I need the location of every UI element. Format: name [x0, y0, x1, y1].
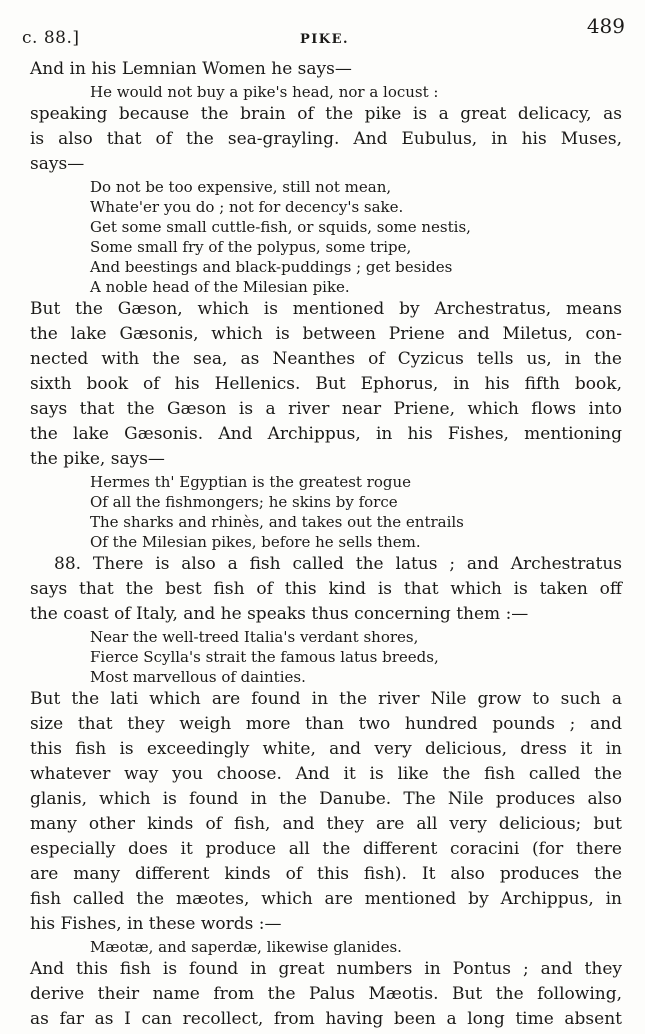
text-line: 88. There is also a fish called the latus ; and Archestratus — [54, 554, 622, 574]
text-line: speaking because the brain of the pike is a great delicacy, as — [30, 104, 622, 124]
text-line: are many different kinds of this fish). It also produces the — [30, 864, 622, 884]
verse-line: Do not be too expensive, still not mean, — [90, 178, 392, 196]
paragraph — [30, 552, 622, 627]
paragraph — [30, 297, 622, 472]
text-line: says— — [30, 154, 85, 174]
verse-block — [30, 937, 622, 957]
verse-line: Fierce Scylla's strait the famous latus breeds, — [90, 648, 439, 666]
text-line: But the lati which are found in the river Nile grow to such a — [30, 689, 622, 709]
verse-line: Most marvellous of dainties. — [90, 668, 306, 686]
text-line: says that the Gæson is a river near Priene, which flows into — [30, 399, 622, 419]
text-line: as far as I can recollect, from having been a long time absent — [30, 1009, 622, 1029]
text-line: says that the best fish of this kind is that which is taken off — [30, 579, 622, 599]
verse-line: Near the well-treed Italia's verdant shores, — [90, 628, 419, 646]
text-line: is also that of the sea-grayling. And Eubulus, in his Muses, — [30, 129, 622, 149]
verse-line: Hermes th' Egyptian is the greatest rogue — [90, 473, 412, 491]
verse-line: A noble head of the Milesian pike. — [90, 278, 350, 296]
text-line: the lake Gæsonis. And Archippus, in his Fishes, mentioning — [30, 424, 622, 444]
verse-line: Get some small cuttle-fish, or squids, some nestis, — [90, 218, 471, 236]
verse-line: He would not buy a pike's head, nor a locust : — [90, 83, 439, 101]
text-line: derive their name from the Palus Mæotis. But the following, — [30, 984, 622, 1004]
verse-line: Of the Milesian pikes, before he sells them. — [90, 533, 421, 551]
paragraph — [30, 687, 622, 937]
text-line: the lake Gæsonis, which is between Priene and Miletus, con- — [30, 324, 622, 344]
text-line: sixth book of his Hellenics. But Ephorus, in his fifth book, — [30, 374, 622, 394]
text-line: especially does it produce all the different coracini (for there — [30, 839, 622, 859]
text-line: size that they weigh more than two hundred pounds ; and — [30, 714, 622, 734]
verse-block — [30, 472, 622, 552]
verse-line: And beestings and black-puddings ; get besides — [90, 258, 453, 276]
verse-block — [30, 82, 622, 102]
text-line: And in his Lemnian Women he says— — [30, 59, 352, 79]
text-line: whatever way you choose. And it is like the fish called the — [30, 764, 622, 784]
chapter-marker: c. 88.] — [22, 28, 80, 48]
verse-line: Whate'er you do ; not for decency's sake. — [90, 198, 404, 216]
running-head — [20, 12, 629, 52]
text-line: nected with the sea, as Neanthes of Cyzicus tells us, in the — [30, 349, 622, 369]
text-line: But the Gæson, which is mentioned by Archestratus, means — [30, 299, 622, 319]
page-body — [30, 57, 622, 1032]
verse-block — [30, 627, 622, 687]
text-line: glanis, which is found in the Danube. The Nile produces also — [30, 789, 622, 809]
page-number: 489 — [586, 14, 625, 38]
paragraph — [30, 57, 622, 82]
text-line: many other kinds of fish, and they are all very delicious; but — [30, 814, 622, 834]
verse-block — [30, 177, 622, 297]
verse-line: Some small fry of the polypus, some tripe, — [90, 238, 412, 256]
text-line: And this fish is found in great numbers in Pontus ; and they — [30, 959, 622, 979]
running-title: PIKE. — [299, 32, 350, 47]
paragraph — [30, 102, 622, 177]
verse-line: The sharks and rhinès, and takes out the entrails — [90, 513, 464, 531]
text-line: the coast of Italy, and he speaks thus concerning them :— — [30, 604, 529, 624]
verse-line: Mæotæ, and saperdæ, likewise glanides. — [90, 938, 402, 956]
text-line: his Fishes, in these words :— — [30, 914, 282, 934]
text-line: fish called the mæotes, which are mentioned by Archippus, in — [30, 889, 622, 909]
text-line: this fish is exceedingly white, and very delicious, dress it in — [30, 739, 622, 759]
verse-line: Of all the fishmongers; he skins by force — [90, 493, 398, 511]
text-line: the pike, says— — [30, 449, 165, 469]
paragraph — [30, 957, 622, 1032]
